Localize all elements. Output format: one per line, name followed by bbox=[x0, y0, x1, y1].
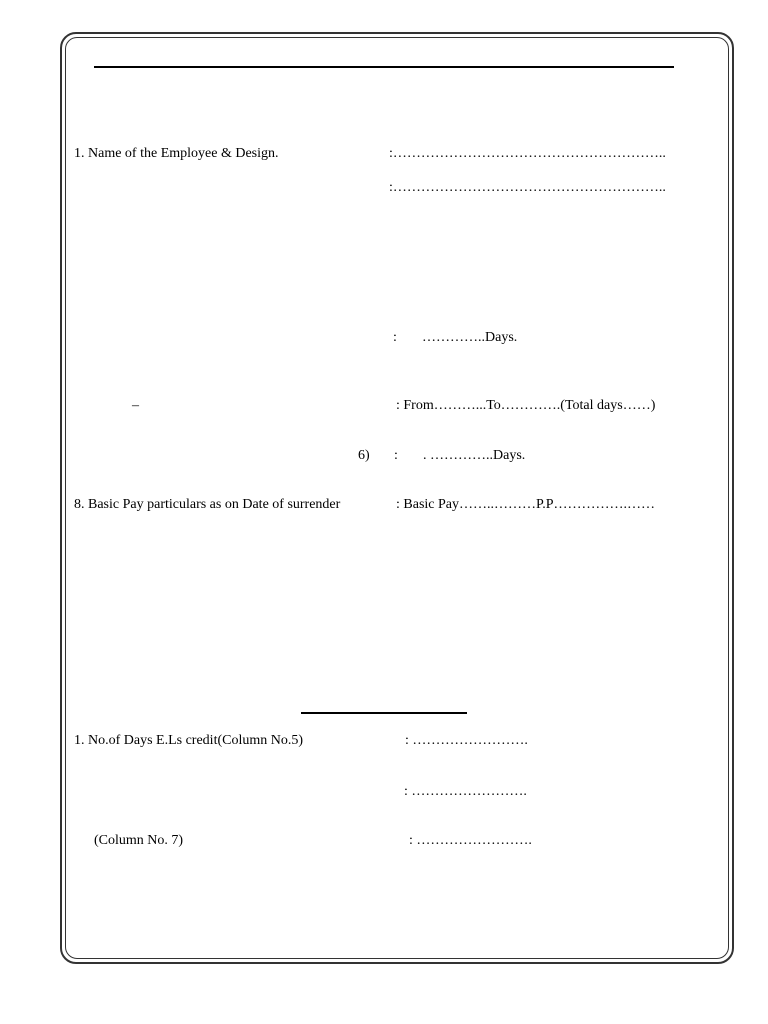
section2-row2-field[interactable]: : ……………………. bbox=[404, 784, 527, 799]
employee-name-field[interactable]: :………………………………………………….. bbox=[389, 146, 666, 161]
header-rule bbox=[94, 66, 674, 68]
el-credit-field[interactable]: : ……………………. bbox=[405, 733, 528, 748]
row6-number: 6) bbox=[358, 448, 370, 463]
column7-label: (Column No. 7) bbox=[94, 833, 184, 848]
basic-pay-label: 8. Basic Pay particulars as on Date of surrender bbox=[74, 497, 341, 512]
row6-days-field[interactable]: . …………..Days. bbox=[423, 448, 526, 463]
days-colon: : bbox=[393, 330, 397, 345]
period-field[interactable]: : From………...To………….(Total days……) bbox=[396, 398, 656, 413]
employee-name-label: 1. Name of the Employee & Design. bbox=[74, 146, 279, 161]
designation-field[interactable]: :………………………………………………….. bbox=[389, 180, 666, 195]
column7-field[interactable]: : ……………………. bbox=[409, 833, 532, 848]
el-credit-label: 1. No.of Days E.Ls credit(Column No.5) bbox=[74, 733, 304, 748]
basic-pay-field[interactable]: : Basic Pay……..………P.P…………….…… bbox=[396, 497, 656, 512]
period-dash: – bbox=[132, 398, 139, 413]
section-rule bbox=[301, 712, 467, 714]
row6-colon: : bbox=[394, 448, 398, 463]
days-field[interactable]: …………..Days. bbox=[422, 330, 518, 345]
